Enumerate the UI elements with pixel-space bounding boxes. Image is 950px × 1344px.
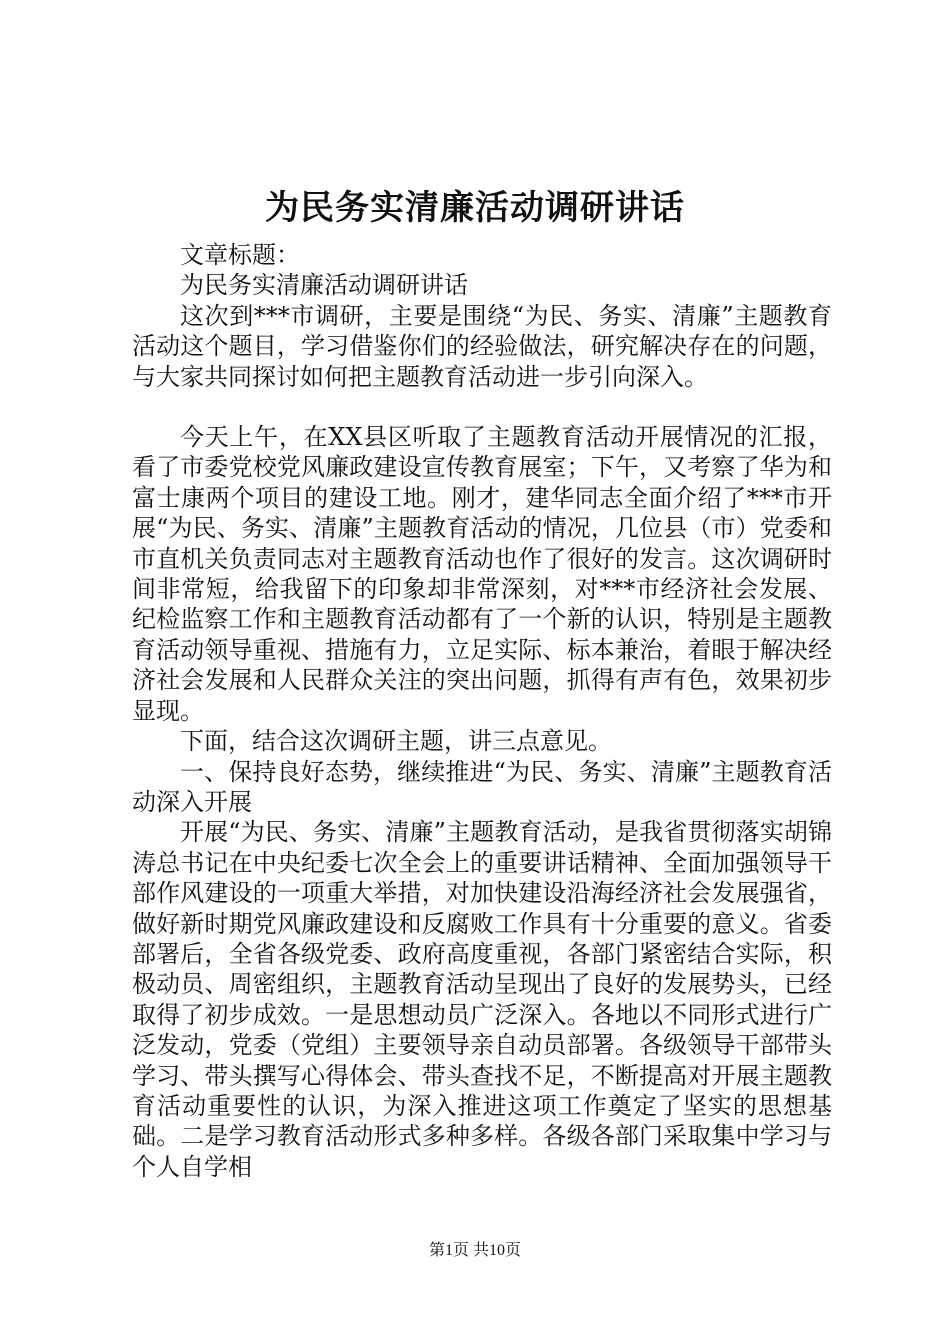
paragraph-intro: 这次到***市调研，主要是围绕“为民、务实、清廉”主题教育活动这个题目，学习借鉴你们的经验做法，研究解决存在的问题，与大家共同探讨如何把主题教育活动进一步引向深入。	[132, 301, 832, 391]
paragraph-article-title-label: 文章标题：	[180, 241, 300, 269]
document-title: 为民务实清廉活动调研讲话	[265, 188, 685, 228]
paragraph-three-points: 下面，结合这次调研主题，讲三点意见。	[180, 727, 612, 756]
section-heading-one: 一、保持良好态势，继续推进“为民、务实、清廉”主题教育活动深入开展	[132, 757, 832, 816]
document-body	[132, 240, 832, 1182]
paragraph-article-title: 为民务实清廉活动调研讲话	[180, 271, 468, 300]
page-indicator: 第1页 共10页	[428, 1242, 521, 1259]
paragraph-section-one-body: 开展“为民、务实、清廉”主题教育活动，是我省贯彻落实胡锦涛总书记在中央纪委七次全会上的重要讲话精神、全面加强领导干部作风建设的一项重大举措，对加快建设沿海经济社会发展强省，做好新时期党风廉政建设和反腐败工作具有十分重要的意义。省委部署后，全省各级党委、政府高度重视，各部门紧密结合实际，积极动员、周密组织，主题教育活动呈现出了良好的发展势头，已经取得了初步成效。一是思想动员广泛深入。各地以不同形式进行广泛发动，党委（党组）主要领导亲自动员部署。各级领导干部带头学习、带头撰写心得体会、带头查找不足，不断提高对开展主题教育活动重要性的认识，为深入推进这项工作奠定了坚实的思想基础。二是学习教育活动形式多种多样。各级各部门采取集中学习与个人自学相	[132, 818, 832, 1181]
paragraph-today: 今天上午，在XX县区听取了主题教育活动开展情况的汇报，看了市委党校党风廉政建设宣传教育展室；下午，又考察了华为和富士康两个项目的建设工地。刚才，建华同志全面介绍了***市开展“为民、务实、清廉”主题教育活动的情况，几位县（市）党委和市直机关负责同志对主题教育活动也作了很好的发言。这次调研时间非常短，给我留下的印象却非常深刻，对***市经济社会发展、纪检监察工作和主题教育活动都有了一个新的认识，特别是主题教育活动领导重视、措施有力，立足实际、标本兼治，着眼于解决经济社会发展和人民群众关注的突出问题，抓得有声有色，效果初步显现。	[132, 423, 832, 725]
